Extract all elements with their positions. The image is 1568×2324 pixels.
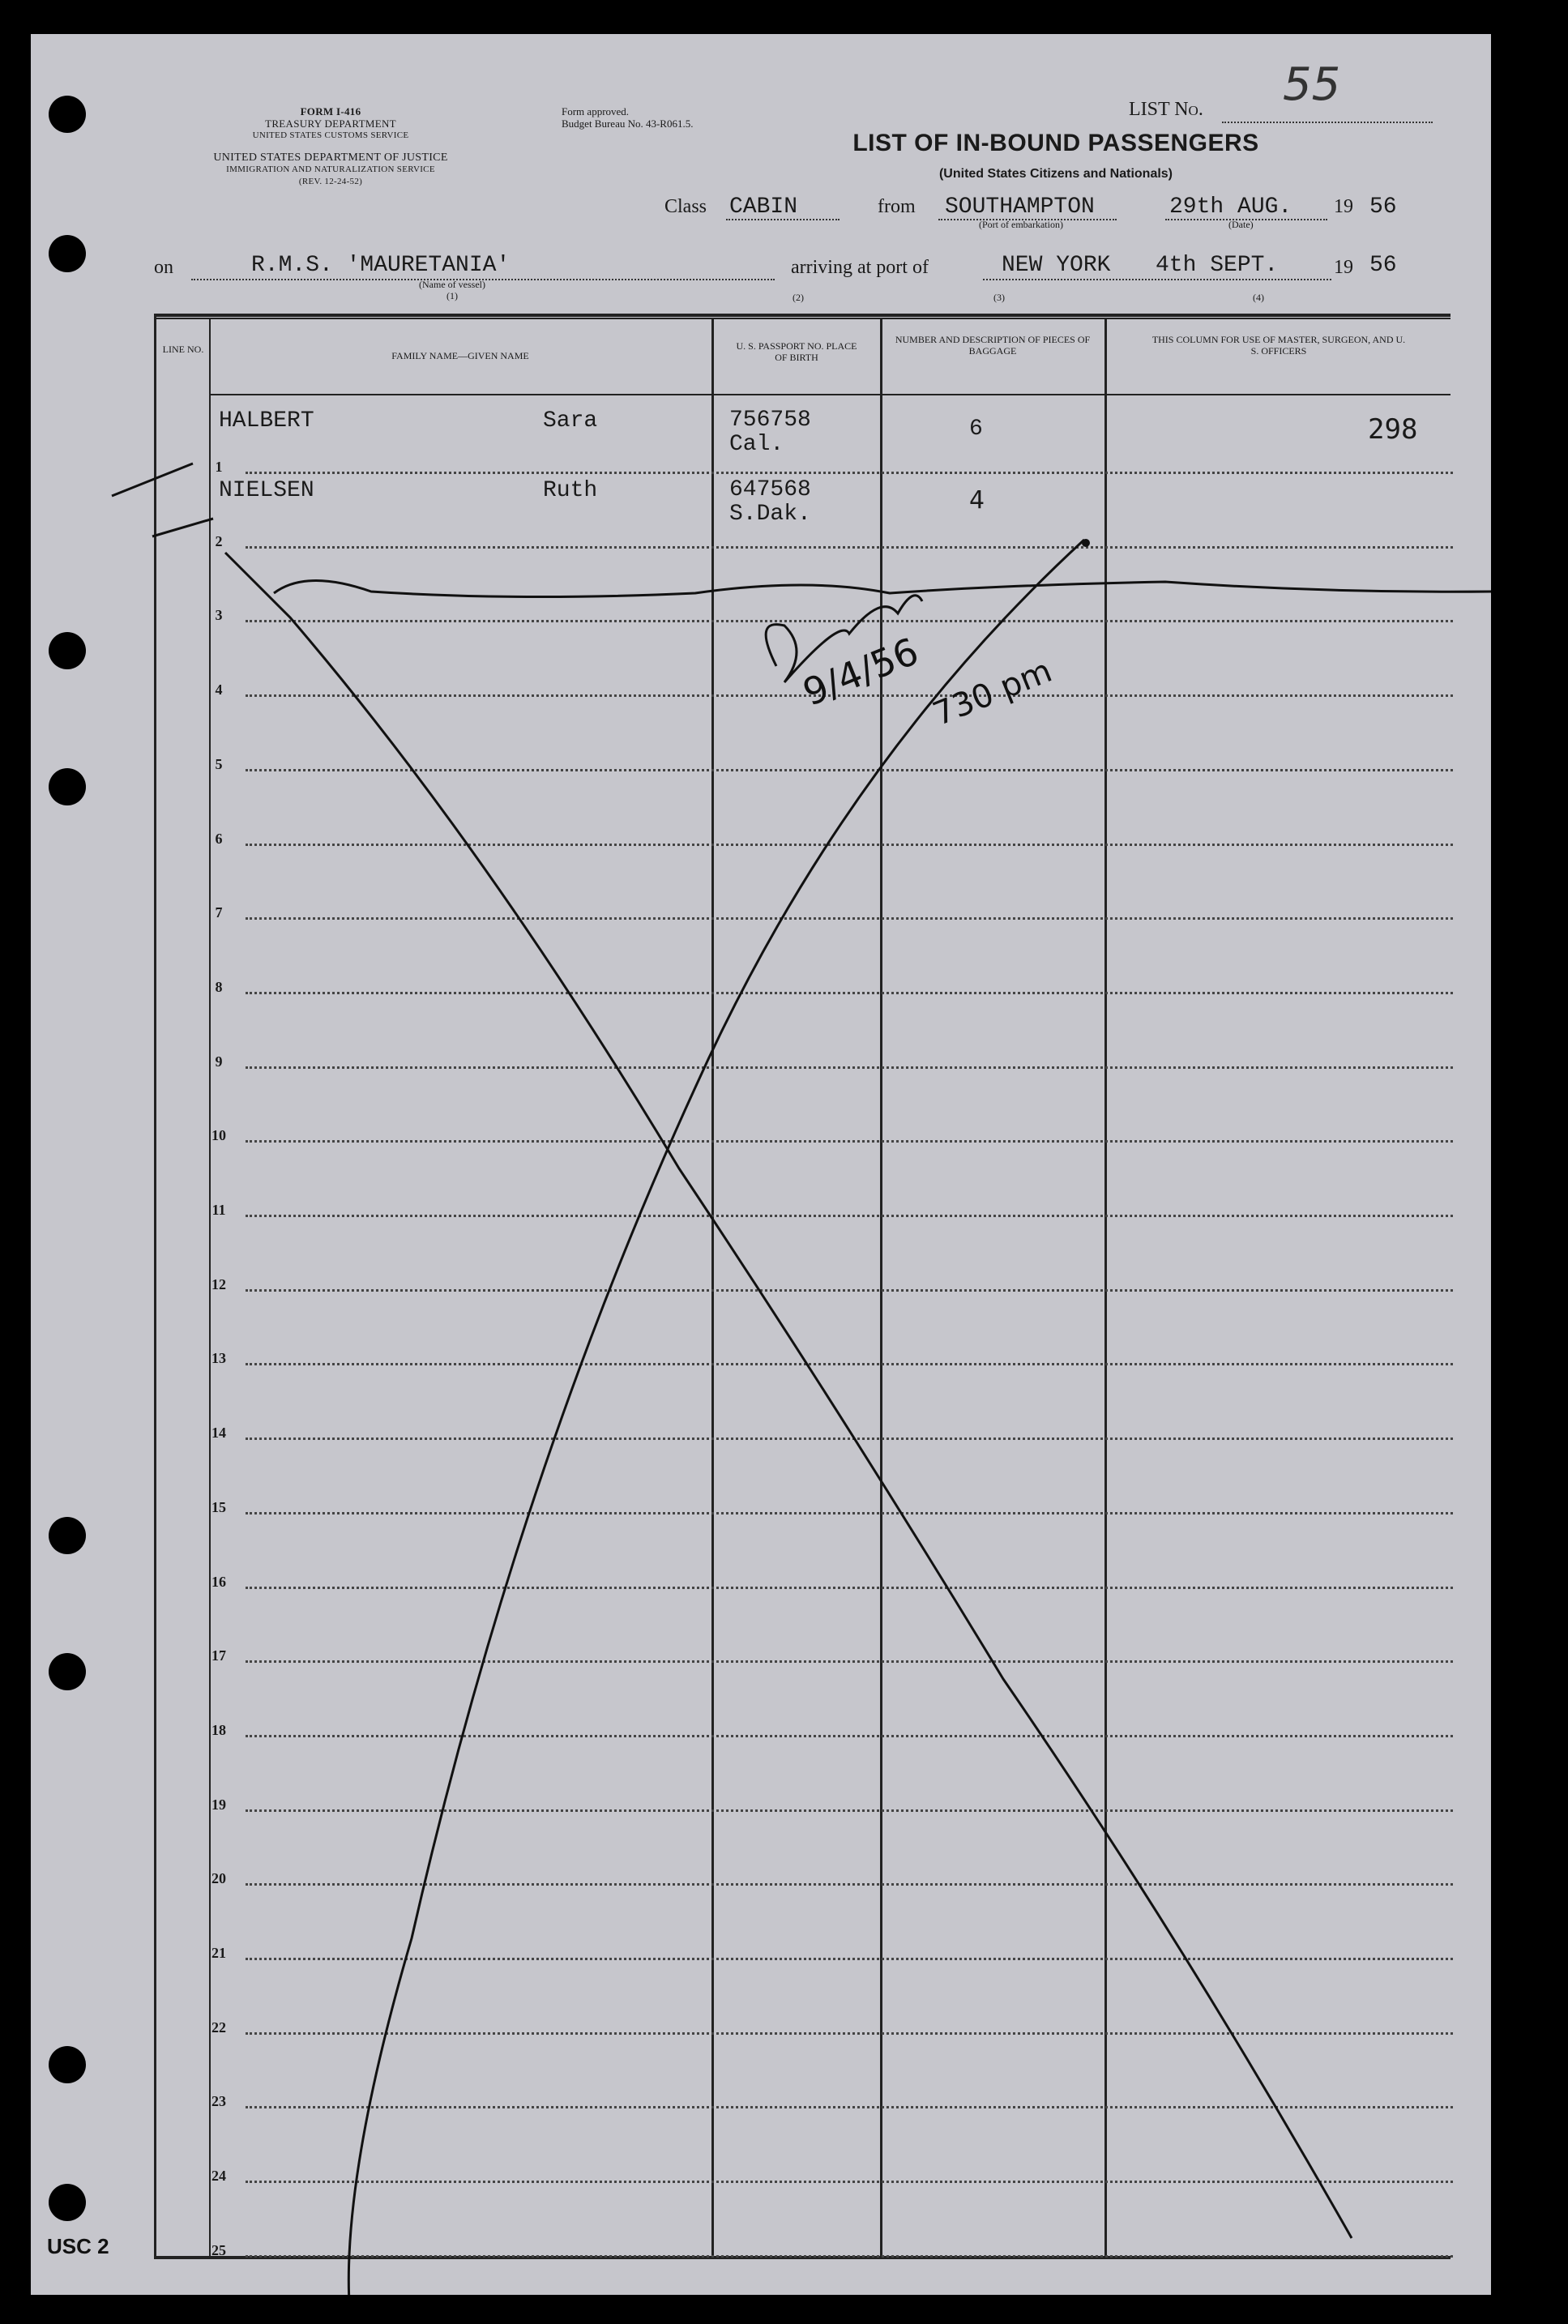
class-value: CABIN (729, 194, 798, 220)
passenger-2-family: NIELSEN (219, 478, 314, 503)
line-number: 9 (215, 1053, 223, 1070)
passenger-1-passport-no: 756758 (729, 408, 811, 433)
passenger-2-birthplace: S.Dak. (729, 502, 811, 527)
customs-service: UNITED STATES CUSTOMS SERVICE (252, 130, 409, 140)
handwritten-cancel-marks (31, 34, 1491, 2295)
handwritten-date: 9/4/56 (797, 629, 925, 715)
on-label: on (154, 257, 173, 278)
line-number: 20 (211, 1870, 226, 1887)
line-number: 6 (215, 830, 223, 847)
punch-hole (49, 632, 86, 669)
line-number: 25 (211, 2241, 226, 2258)
tick-mark-1 (112, 464, 193, 496)
justice-dept: UNITED STATES DEPARTMENT OF JUSTICE (213, 152, 448, 164)
line-number: 24 (211, 2168, 226, 2185)
punch-hole (49, 1517, 86, 1554)
line-number: 22 (211, 2019, 226, 2036)
treasury-dept: TREASURY DEPARTMENT (265, 117, 396, 130)
year-value-1: 56 (1369, 194, 1397, 220)
year-value-2: 56 (1369, 253, 1397, 278)
form-approved: Form approved. (562, 105, 630, 117)
col-header-passport: U. S. PASSPORT NO. PLACE OF BIRTH (736, 340, 857, 363)
col-header-officers: THIS COLUMN FOR USE OF MASTER, SURGEON, AND U. S. OFFICERS (1151, 334, 1406, 357)
line-number: 17 (211, 1647, 226, 1664)
line-number: 8 (215, 978, 223, 995)
passenger-2-baggage: 4 (969, 486, 985, 515)
col-num-2: (2) (793, 292, 804, 303)
from-label: from (878, 196, 916, 217)
line-number: 1 (215, 459, 223, 475)
passenger-1-note: 298 (1368, 413, 1418, 446)
line-number: 5 (215, 755, 223, 772)
line-number: 14 (211, 1425, 226, 1442)
budget-bureau: Budget Bureau No. 43-R061.5. (562, 117, 694, 130)
line-number: 19 (211, 1796, 226, 1813)
vessel-name: R.M.S. 'MAURETANIA' (251, 253, 511, 278)
punch-hole (49, 96, 86, 133)
footer-usc: USC 2 (47, 2234, 109, 2258)
punch-hole (49, 2184, 86, 2221)
arrival-date: 4th SEPT. (1156, 253, 1279, 278)
line-number: 21 (211, 1945, 226, 1961)
list-no-label: LIST No. (1129, 99, 1203, 120)
passenger-1-birthplace: Cal. (729, 432, 784, 457)
year-prefix-2: 19 (1334, 257, 1353, 278)
passenger-2-given: Ruth (543, 478, 598, 503)
punch-hole (49, 768, 86, 805)
line-number: 16 (211, 1573, 226, 1590)
col-num-3: (3) (993, 292, 1005, 303)
line-number: 15 (211, 1498, 226, 1515)
line-number: 18 (211, 1721, 226, 1738)
line-number: 4 (215, 681, 223, 698)
punch-hole (49, 1653, 86, 1690)
vessel-caption: (Name of vessel) (419, 279, 485, 290)
col-header-name: FAMILY NAME—GIVEN NAME (391, 350, 529, 361)
port-caption: (Port of embarkation) (979, 219, 1063, 230)
passenger-1-family: HALBERT (219, 408, 314, 434)
embark-date: 29th AUG. (1169, 194, 1292, 220)
class-label: Class (664, 196, 707, 217)
line-number: 2 (215, 532, 223, 549)
strike-wave-line (274, 580, 1491, 596)
form-number: FORM I-416 (300, 105, 361, 117)
arrival-port: NEW YORK (1002, 253, 1111, 278)
cross-line-a (225, 553, 1352, 2238)
line-number: 12 (211, 1275, 226, 1292)
tick-mark-2 (152, 519, 213, 536)
line-number: 7 (215, 904, 223, 921)
form-revision: (REV. 12-24-52) (298, 177, 363, 186)
passenger-2-passport-no: 647568 (729, 477, 811, 502)
from-value: SOUTHAMPTON (945, 194, 1095, 220)
ins-service: IMMIGRATION AND NATURALIZATION SERVICE (226, 164, 435, 174)
punch-hole (49, 235, 86, 272)
col-num-4: (4) (1253, 292, 1264, 303)
line-number: 10 (211, 1127, 226, 1144)
date-caption: (Date) (1228, 219, 1254, 230)
line-number: 11 (211, 1202, 226, 1218)
line-number: 23 (211, 2093, 226, 2110)
col-num-1: (1) (446, 290, 458, 301)
col-header-baggage: NUMBER AND DESCRIPTION OF PIECES OF BAGGAGE (895, 334, 1091, 357)
passenger-1-given: Sara (543, 408, 598, 434)
list-no-handwritten: 55 (1283, 58, 1341, 111)
passenger-1-baggage: 6 (969, 417, 983, 442)
manifest-page (31, 34, 1491, 2295)
form-title: LIST OF IN-BOUND PASSENGERS (852, 130, 1259, 156)
line-number: 13 (211, 1350, 226, 1367)
punch-hole (49, 2046, 86, 2083)
form-subtitle: (United States Citizens and Nationals) (938, 167, 1173, 181)
pen-dot (1082, 539, 1090, 547)
col-header-line-no: LINE NO. (162, 344, 204, 355)
arriving-label: arriving at port of (791, 257, 929, 278)
year-prefix-1: 19 (1334, 196, 1353, 217)
line-number: 3 (215, 607, 223, 624)
cross-line-b (348, 540, 1084, 2295)
handwritten-time: 730 pm (927, 651, 1057, 734)
